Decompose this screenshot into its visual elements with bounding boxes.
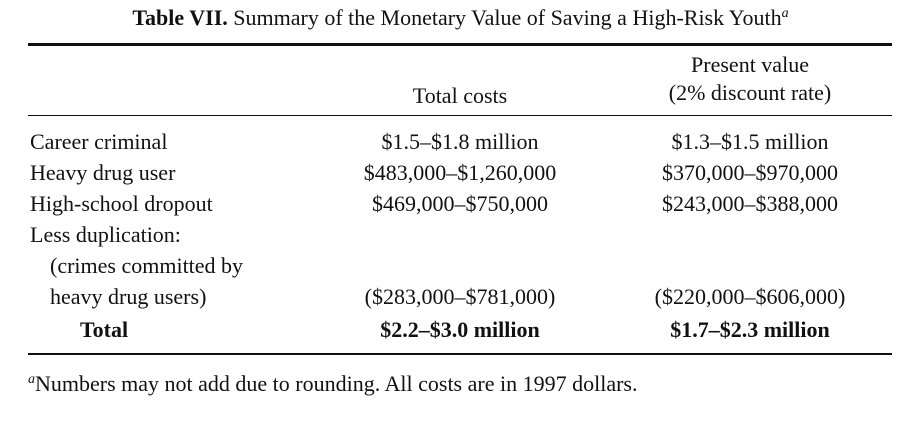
row-total-costs: $469,000–$750,000 <box>372 191 548 216</box>
table-row <box>0 281 921 312</box>
row-present-value: $370,000–$970,000 <box>662 160 838 185</box>
footnote-mark: a <box>28 372 35 387</box>
table-row <box>0 157 921 188</box>
total-total-costs: $2.2–$3.0 million <box>380 317 540 342</box>
row-label: Less duplication: <box>30 222 181 247</box>
row-total-costs: $1.5–$1.8 million <box>381 129 539 154</box>
table-row <box>0 250 921 281</box>
table-footnote <box>28 370 637 398</box>
row-present-value: $1.3–$1.5 million <box>671 129 829 154</box>
row-label: Career criminal <box>30 129 168 154</box>
row-label: High-school dropout <box>30 191 213 216</box>
table-row <box>0 219 921 250</box>
row-label: Heavy drug user <box>30 160 176 185</box>
total-label: Total <box>80 317 129 342</box>
caption-note-mark: a <box>781 6 789 21</box>
table-number: Table VII. <box>132 5 228 30</box>
row-total-costs: ($283,000–$781,000) <box>364 284 556 309</box>
table-caption <box>0 4 921 32</box>
total-row <box>0 314 921 345</box>
row-present-value: ($220,000–$606,000) <box>654 284 846 309</box>
total-present-value: $1.7–$2.3 million <box>670 317 830 342</box>
header-total-costs: Total costs <box>412 83 508 108</box>
header-present-value-line2: (2% discount rate) <box>668 80 832 105</box>
bottom-rule <box>28 353 892 355</box>
table-row <box>0 188 921 219</box>
header-present-value-line1: Present value <box>691 52 809 77</box>
header-present-value <box>600 51 900 107</box>
footnote-text: Numbers may not add due to rounding. All costs are in 1997 dollars. <box>35 371 638 396</box>
row-label: (crimes committed by <box>50 253 244 278</box>
table-row <box>0 126 921 157</box>
row-label: heavy drug users) <box>50 284 207 309</box>
row-total-costs: $483,000–$1,260,000 <box>363 160 557 185</box>
header-rule <box>28 115 892 116</box>
table-body <box>0 126 921 345</box>
top-rule <box>28 43 892 46</box>
row-present-value: $243,000–$388,000 <box>662 191 838 216</box>
table-title: Summary of the Monetary Value of Saving a High-Risk Youth <box>233 5 782 30</box>
